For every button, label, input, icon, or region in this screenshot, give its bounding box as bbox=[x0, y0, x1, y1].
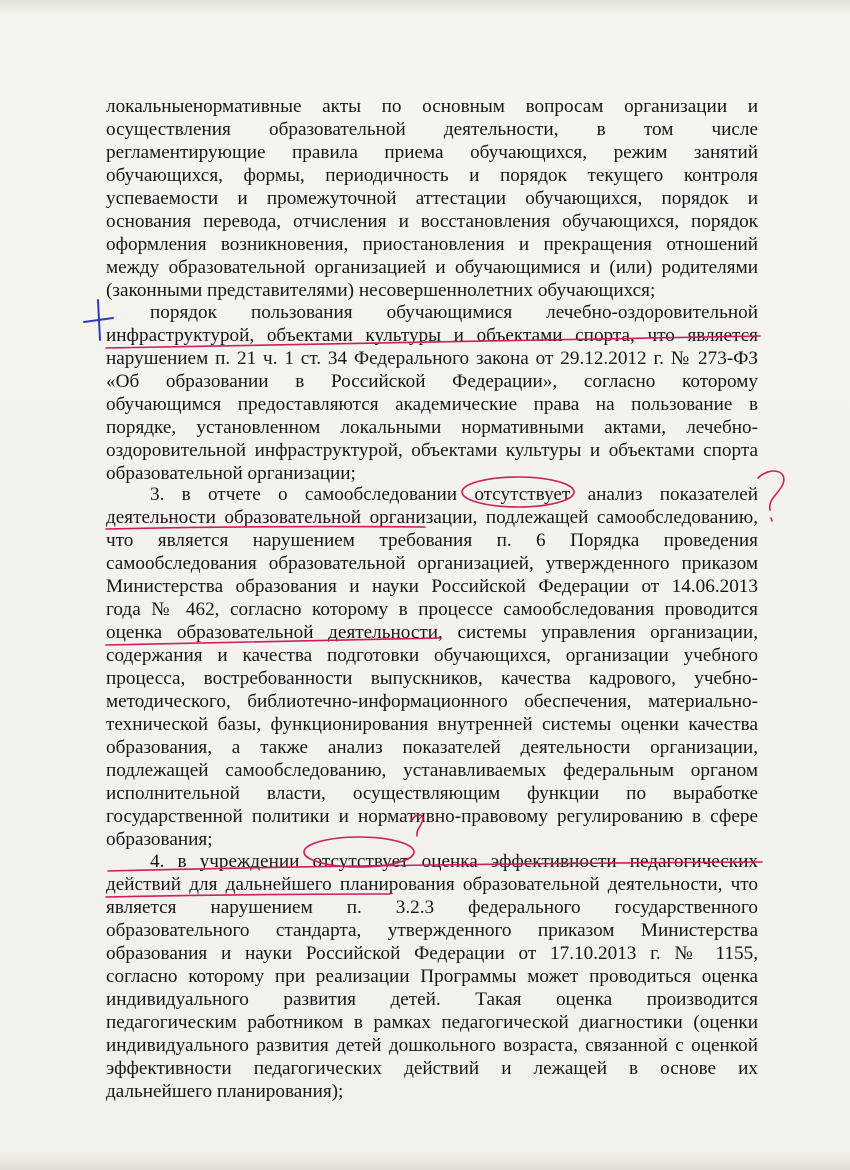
text-line: года № 462, согласно которому в процессе самообследования проводится bbox=[106, 599, 758, 620]
text-line: исполнительной власти, осуществляющим функции по выработке bbox=[106, 783, 758, 804]
text-line: самообследования образовательной организацией, утвержденного приказом bbox=[106, 553, 758, 574]
text-line: оценка образовательной деятельности, системы управления организации, bbox=[106, 622, 758, 643]
text-line: согласно которому при реализации Программы может проводиться оценка bbox=[106, 966, 758, 987]
text-line: эффективности педагогических действий и лежащей в основе их bbox=[106, 1058, 758, 1079]
text-line: осуществления образовательной деятельности, в том числе bbox=[106, 119, 758, 140]
text-line: образовательного стандарта, утвержденного приказом Министерства bbox=[106, 920, 758, 941]
text-line: методического, библиотечно-информационного обеспечения, материально- bbox=[106, 691, 758, 712]
text-line: 4. в учреждении отсутствует оценка эффективности педагогических bbox=[150, 851, 758, 872]
text-line: индивидуального развития детей дошкольного возраста, связанной с оценкой bbox=[106, 1035, 758, 1056]
text-line: образования; bbox=[106, 829, 213, 850]
scan-shadow-top bbox=[0, 0, 850, 14]
text-line: обучающихся, формы, периодичность и порядок текущего контроля bbox=[106, 165, 758, 186]
text-line: регламентирующие правила приема обучающихся, режим занятий bbox=[106, 142, 758, 163]
text-line: образовательной организации; bbox=[106, 463, 356, 484]
text-line: «Об образовании в Российской Федерации», согласно которому bbox=[106, 371, 758, 392]
text-line: инфраструктурой, объектами культуры и объектами спорта, что является bbox=[106, 325, 758, 346]
text-line: что является нарушением требования п. 6 Порядка проведения bbox=[106, 530, 758, 551]
text-line: оздоровительной инфраструктурой, объектами культуры и объектами спорта bbox=[106, 440, 758, 461]
text-line: 3. в отчете о самообследовании отсутствует анализ показателей bbox=[150, 484, 758, 505]
text-line: индивидуального развития детей. Такая оценка производится bbox=[106, 989, 758, 1010]
text-line: процесса, востребованности выпускников, качества кадрового, учебно- bbox=[106, 668, 758, 689]
text-line: основания перевода, отчисления и восстановления обучающихся, порядок bbox=[106, 211, 758, 232]
text-line: локальныенормативные акты по основным вопросам организации и bbox=[106, 96, 758, 117]
text-line: является нарушением п. 3.2.3 федерального государственного bbox=[106, 897, 758, 918]
text-line: обучающимся предоставляются академические права на пользование в bbox=[106, 394, 758, 415]
text-line: оформления возникновения, приостановления и прекращения отношений bbox=[106, 234, 758, 255]
question-mark bbox=[758, 471, 784, 521]
text-line: подлежащей самообследованию, устанавливаемых федеральным органом bbox=[106, 760, 758, 781]
text-line: Министерства образования и науки Российской Федерации от 14.06.2013 bbox=[106, 576, 758, 597]
text-line: педагогическим работником в рамках педагогической диагностики (оценки bbox=[106, 1012, 758, 1033]
text-line: нарушением п. 21 ч. 1 ст. 34 Федерального закона от 29.12.2012 г. № 273-ФЗ bbox=[106, 348, 758, 369]
text-line: образования и науки Российской Федерации от 17.10.2013 г. № 1155, bbox=[106, 943, 758, 964]
text-line: порядке, установленном локальными нормативными актами, лечебно- bbox=[106, 417, 758, 438]
text-line: государственной политики и нормативно-правовому регулированию в сфере bbox=[106, 806, 758, 827]
text-line: между образовательной организацией и обучающимися и (или) родителями bbox=[106, 257, 758, 278]
text-line: успеваемости и промежуточной аттестации обучающихся, порядок и bbox=[106, 188, 758, 209]
text-line: образования, а также анализ показателей деятельности организации, bbox=[106, 737, 758, 758]
text-line: (законными представителями) несовершеннолетних обучающихся; bbox=[106, 280, 656, 301]
scan-shadow-bottom bbox=[0, 1152, 850, 1170]
text-line: содержания и качества подготовки обучающихся, организации учебного bbox=[106, 645, 758, 666]
text-line: порядок пользования обучающимися лечебно-оздоровительной bbox=[150, 302, 758, 323]
text-line: технической базы, функционирования внутренней системы оценки качества bbox=[106, 714, 758, 735]
text-line: дальнейшего планирования); bbox=[106, 1081, 344, 1102]
text-line: действий для дальнейшего планирования образовательной деятельности, что bbox=[106, 874, 758, 895]
text-line: деятельности образовательной организации, подлежащей самообследованию, bbox=[106, 507, 758, 528]
